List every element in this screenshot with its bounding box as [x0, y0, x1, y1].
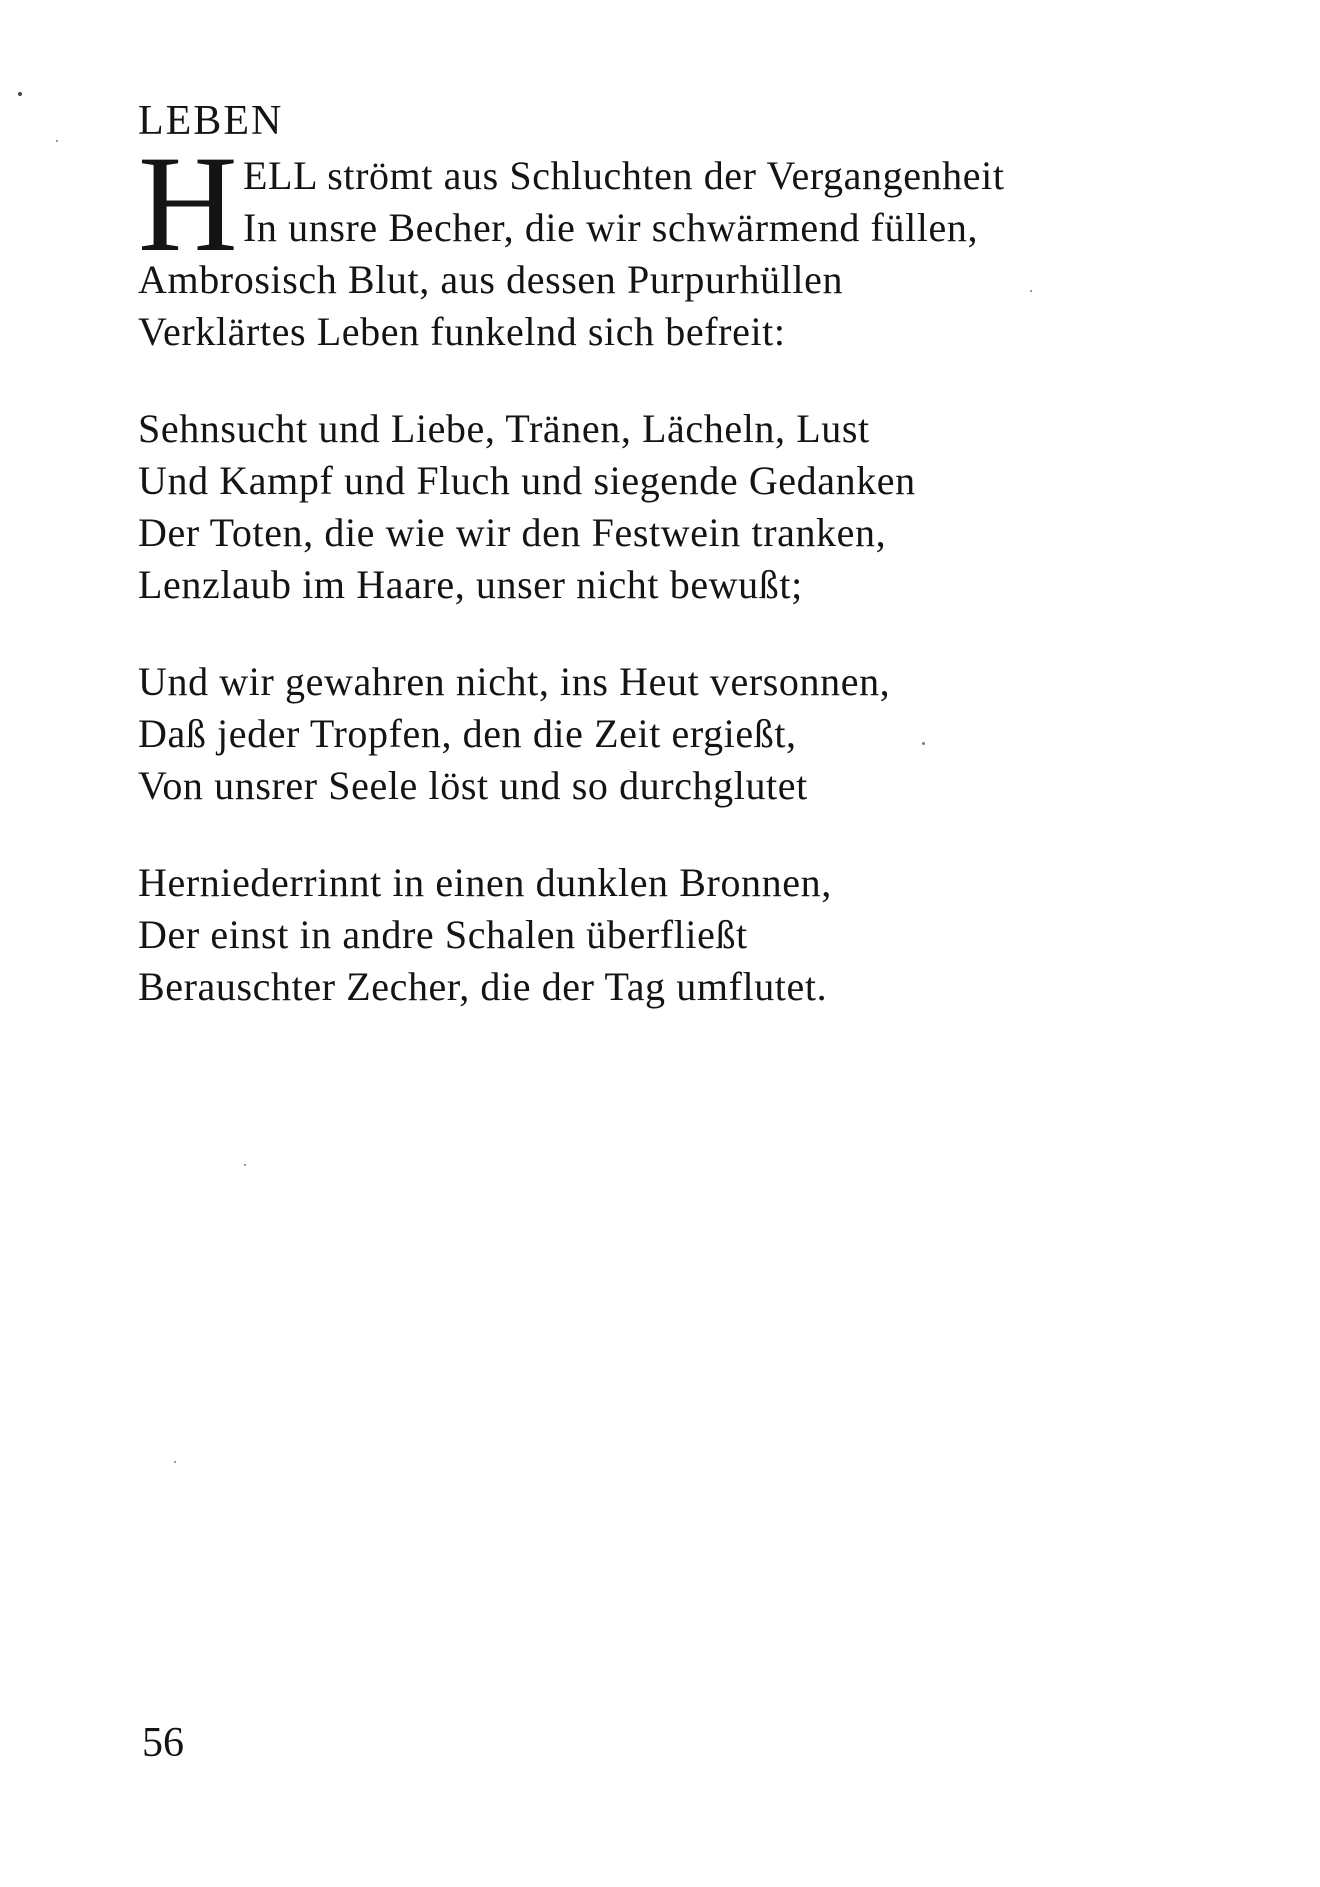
verse-line: Sehnsucht und Liebe, Tränen, Lächeln, Lust: [138, 406, 870, 451]
scan-speck: [56, 140, 58, 142]
verse-line: Verklärtes Leben funkelnd sich befreit:: [138, 309, 786, 354]
page-number: 56: [142, 1720, 184, 1766]
verse-line: ELL strömt aus Schluchten der Vergangenheit: [243, 153, 1005, 198]
stanza-3: [138, 656, 1138, 812]
stanza-1: [138, 127, 1138, 358]
scan-speck: [174, 1461, 176, 1463]
poem-body: [138, 127, 1138, 1058]
stanza-2: [138, 403, 1138, 611]
stanza-4: [138, 857, 1138, 1013]
verse-line: Der einst in andre Schalen überfließt: [138, 912, 748, 957]
verse-line: In unsre Becher, die wir schwärmend füllen,: [243, 205, 979, 250]
scan-speck: [18, 92, 22, 96]
verse-line: Und wir gewahren nicht, ins Heut versonnen,: [138, 659, 891, 704]
verse-line: Herniederrinnt in einen dunklen Bronnen,: [138, 860, 832, 905]
scan-speck: [244, 1164, 246, 1166]
verse-line: Der Toten, die wie wir den Festwein tranken,: [138, 510, 887, 555]
verse-line: Von unsrer Seele löst und so durchglutet: [138, 763, 808, 808]
verse-line: Berauschter Zecher, die der Tag umflutet.: [138, 964, 828, 1009]
verse-line: Lenzlaub im Haare, unser nicht bewußt;: [138, 562, 803, 607]
scan-speck: [922, 742, 925, 745]
verse-line: Und Kampf und Fluch und siegende Gedanken: [138, 458, 916, 503]
verse-line: Daß jeder Tropfen, den die Zeit ergießt,: [138, 711, 797, 756]
drop-cap-initial: H: [138, 127, 238, 280]
scan-speck: [1030, 290, 1032, 292]
verse-line: Ambrosisch Blut, aus dessen Purpurhüllen: [138, 257, 844, 302]
poem-title: LEBEN: [138, 98, 284, 144]
